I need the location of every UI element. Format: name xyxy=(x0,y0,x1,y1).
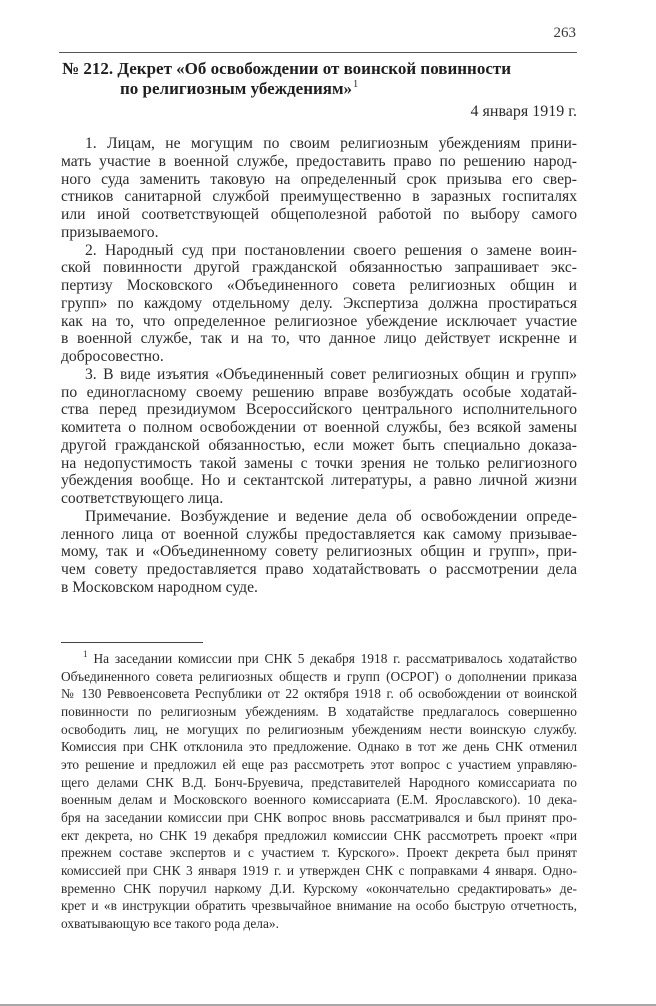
footnote-line: военным делам и Московского военного комиссариата (Е.М. Ярославского). 10 дека- xyxy=(61,792,577,808)
paragraph-note xyxy=(61,508,577,597)
footnote-line: повинности по религиозным убеждениям. В ходатайстве предлагалось совершенно xyxy=(61,703,577,719)
text-line: по единогласному своему решению вправе возбуждать особые ходатай- xyxy=(61,383,577,401)
text-line: ленного лица от военной службы предоставляется как самому призывае- xyxy=(61,525,577,543)
text-line: мать участие в военной службе, предоставить право по решению народ- xyxy=(61,152,577,170)
text-line: ного суда заменить таковую на определенный срок призыва его свер- xyxy=(61,170,577,188)
footnote-rule xyxy=(61,642,203,643)
text-line: групп» по каждому отдельному делу. Экспертиза должна простираться xyxy=(61,294,577,312)
footnote xyxy=(61,650,577,933)
text-line: другой гражданской обязанностью, если может быть специально доказа- xyxy=(61,436,577,454)
footnote-line: временно СНК поручил наркому Д.И. Курскому «окончательно средактировать» де- xyxy=(61,880,577,896)
document-title xyxy=(62,59,582,99)
text-line: 3. В виде изъятия «Объединенный совет религиозных общин и групп» xyxy=(85,365,577,383)
document-date: 4 января 1919 г. xyxy=(470,103,577,120)
text-line: призываемого. xyxy=(61,223,159,241)
text-line: на недопустимость такой замены с точки зрения не только религиозного xyxy=(61,454,577,472)
footnote-line: освободить лиц, не могущих по религиозным убеждениям нести воинскую службу. xyxy=(61,721,577,737)
text-line: Примечание. Возбуждение и ведение дела об освобождении опреде- xyxy=(85,507,577,525)
title-footnote-ref[interactable]: 1 xyxy=(353,79,359,90)
footnote-line xyxy=(61,650,577,668)
footnote-line-text: На заседании комиссии при СНК 5 декабря 1918 г. рассматривалось ходатайство xyxy=(93,651,577,666)
text-line: как на то, что определенное религиозное убеждение исключает участие xyxy=(61,312,577,330)
text-line: 1. Лицам, не могущим по своим религиозным убеждениям прини- xyxy=(85,135,577,152)
text-line: стников санитарной службой преимущественно в заразных госпиталях xyxy=(61,188,577,206)
text-line: чем совету предоставляется право ходатайствовать о рассмотрении дела xyxy=(61,561,577,578)
page-number: 263 xyxy=(553,25,576,41)
paragraph-3 xyxy=(61,366,577,508)
text-line: мому, так и «Объединенному совету религиозных общин и групп», при- xyxy=(61,543,577,561)
text-line: в военной службе, так и на то, что данное лицо действует искренне и xyxy=(61,330,577,348)
footnote-marker: 1 xyxy=(83,649,88,659)
document-body xyxy=(61,135,577,597)
text-line: 2. Народный суд при постановлении своего решения о замене воин- xyxy=(85,241,577,259)
footnote-line: комиссией при СНК 3 января 1919 г. и утвержден СНК с поправками 4 января. Одно- xyxy=(61,862,577,878)
paragraph-1 xyxy=(61,135,577,242)
text-line: ства перед президиумом Всероссийского центрального исполнительного xyxy=(61,401,577,419)
footnote-line: Комиссия при СНК отклонила это предложение. Однако в тот же день СНК отменил xyxy=(61,739,577,755)
text-line: комитета о полном освобождении от военной службы, без всякой замены xyxy=(61,419,577,436)
text-line: ской повинности другой гражданской обязанностью запрашивает экс- xyxy=(61,259,577,277)
text-line: пертизу Московского «Объединенного совета религиозных общин и xyxy=(61,277,577,294)
text-line: убеждения вообще. Но и сектантской литературы, а равно личной жизни xyxy=(61,472,577,490)
footnote-line: Объединенного совета религиозных обществ и групп (ОСРОГ) о дополнении приказа xyxy=(61,668,577,684)
title-line-2-wrap xyxy=(62,79,582,99)
text-line: соответствующего лица. xyxy=(61,490,224,507)
footnote-line: прежнем составе экспертов и с участием т. Курского». Проект декрета был принят xyxy=(61,845,577,861)
text-line: или иной соответствующей общеполезной работой по выбору самого xyxy=(61,206,577,223)
text-line: добросовестно. xyxy=(61,348,164,365)
title-line-2: по религиозным убеждениям» xyxy=(120,79,353,98)
footnote-line: охватывающую все такого рода дела». xyxy=(61,915,279,931)
header-rule xyxy=(59,52,577,53)
paragraph-2 xyxy=(61,242,577,366)
text-line: в Московском народном суде. xyxy=(61,578,258,596)
footnote-line: крет и «в инструкции обратить чрезвычайное внимание на особо быструю отчетность, xyxy=(61,898,577,914)
footnote-line: № 130 Реввоенсовета Республики от 22 октября 1918 г. об освобождении от воинской xyxy=(61,686,577,702)
title-line-1: № 212. Декрет «Об освобождении от воинской повинности xyxy=(62,59,512,78)
footnote-line: щего делами СНК В.Д. Бонч-Бруевича, представителей Народного комиссариата по xyxy=(61,774,577,790)
footnote-line: бря на заседании комиссии при СНК вопрос вновь рассматривался и был принят про- xyxy=(61,809,577,825)
footnote-line: ект декрета, но СНК 19 декабря предложил комиссии СНК рассмотреть проект «при xyxy=(61,827,577,843)
footnote-line: это решение и предложил ей еще раз рассмотреть этот вопрос с участием управляю- xyxy=(61,756,577,772)
